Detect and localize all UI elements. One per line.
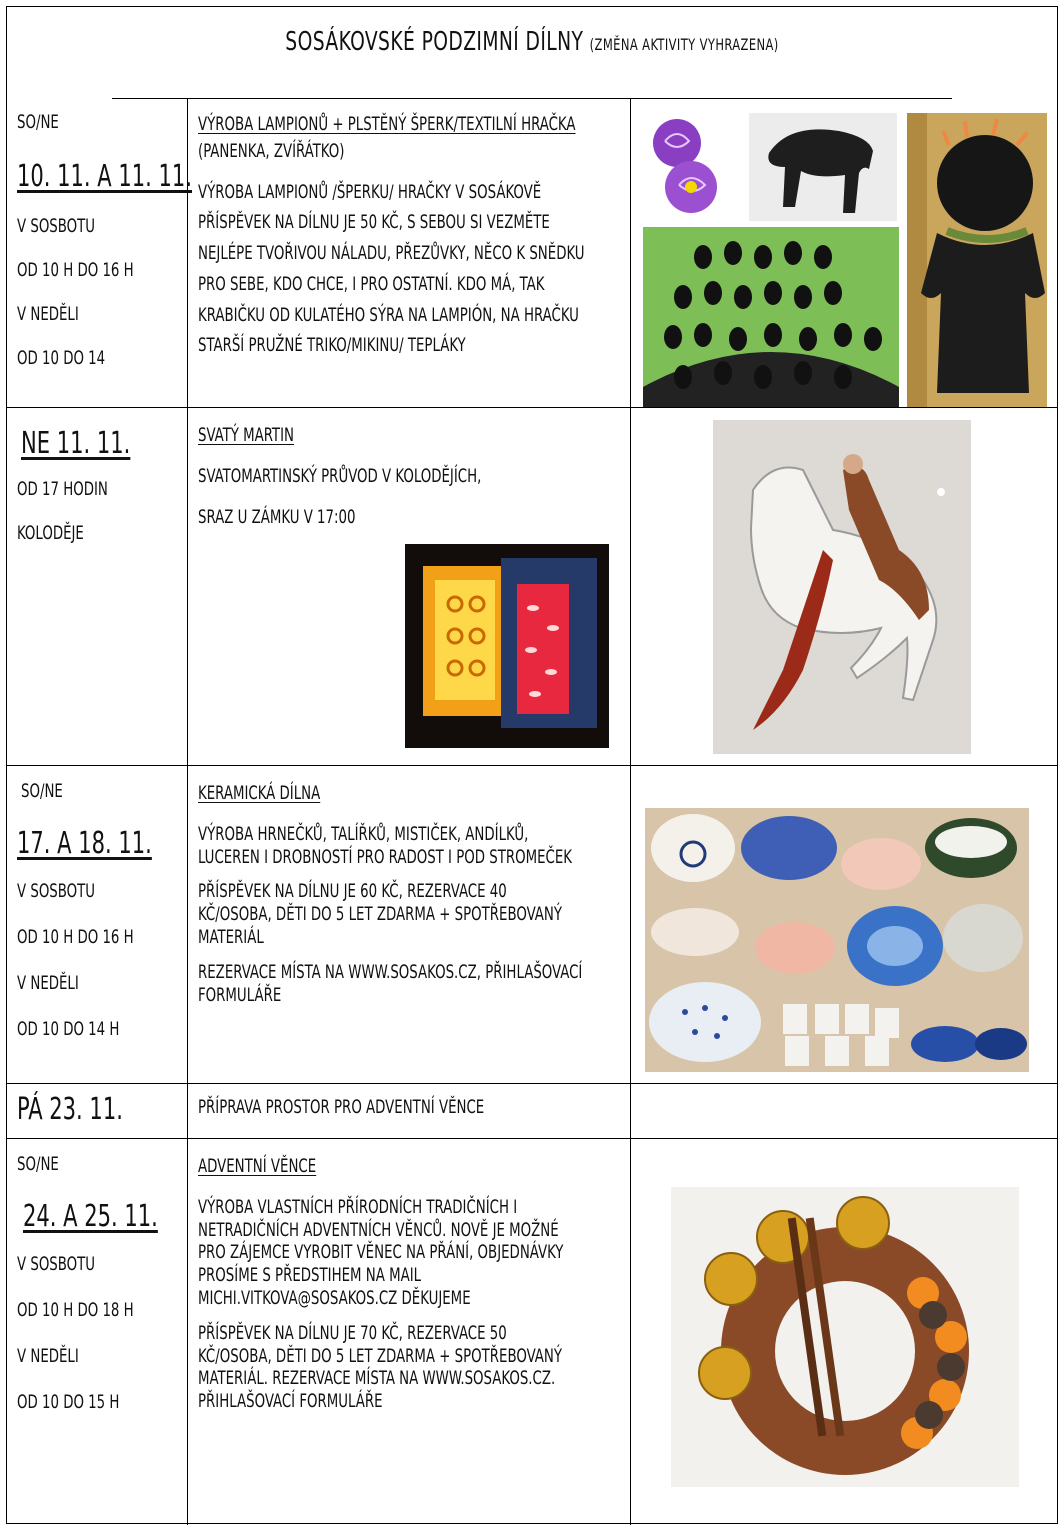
saturday-label: V SOSBOTU xyxy=(17,215,96,237)
date-cell xyxy=(7,99,193,407)
day-label: SO/NE xyxy=(17,111,59,133)
desc-line: STARŠÍ PRUŽNÉ TRIKO/MIKINU/ TEPLÁKY xyxy=(198,334,466,357)
image-cell xyxy=(631,1084,1057,1138)
saturday-hours: OD 10 H DO 16 H xyxy=(17,259,134,281)
desc-line: REZERVACE MÍSTA NA WWW.SOSAKOS.CZ, PŘIHLAŠOVACÍ xyxy=(198,960,583,983)
activity-heading: SVATÝ MARTIN xyxy=(198,424,294,446)
desc-line: MATERIÁL xyxy=(198,925,264,948)
saturday-label: V SOSBOTU xyxy=(17,1253,96,1275)
date-range: NE 11. 11. xyxy=(21,426,131,461)
schedule-row-lanterns xyxy=(7,99,1057,408)
event-place: KOLODĚJE xyxy=(17,522,84,544)
workshop-schedule xyxy=(6,6,1058,1524)
saturday-label: V SOSBOTU xyxy=(17,880,96,902)
description-text xyxy=(198,113,635,361)
desc-line: VÝROBA HRNEČKŮ, TALÍŘKŮ, MISTIČEK, ANDÍLKŮ, xyxy=(198,822,529,845)
desc-line: KČ/OSOBA, DĚTI DO 5 LET ZDARMA + SPOTŘEBOVANÝ xyxy=(198,903,562,926)
sunday-label: V NEDĚLI xyxy=(17,1345,79,1367)
schedule-row-preparation xyxy=(7,1084,1057,1139)
date-cell xyxy=(7,408,188,765)
contact-email: MICHI.VITKOVA@SOSAKOS.CZ DĚKUJEME xyxy=(198,1286,471,1309)
description-text xyxy=(198,424,635,532)
desc-line: KČ/OSOBA, DĚTI DO 5 LET ZDARMA + SPOTŘEBOVANÝ xyxy=(198,1344,562,1367)
schedule-row-saint-martin xyxy=(7,408,1057,766)
sunday-label: V NEDĚLI xyxy=(17,303,79,325)
activity-heading: ADVENTNÍ VĚNCE xyxy=(198,1155,317,1177)
desc-line: MATERIÁL. REZERVACE MÍSTA NA WWW.SOSAKOS.CZ. xyxy=(198,1367,556,1390)
schedule-row-ceramics xyxy=(7,766,1057,1084)
desc-line: SVATOMARTINSKÝ PRŮVOD V KOLODĚJÍCH, xyxy=(198,464,482,487)
saturday-hours: OD 10 H DO 16 H xyxy=(17,926,134,948)
desc-line: NEJLÉPE TVOŘIVOU NÁLADU, PŘEZŮVKY, NĚCO K SNĚDKU xyxy=(198,242,585,265)
desc-line: FORMULÁŘE xyxy=(198,983,282,1006)
desc-line: PŘÍSPĚVEK NA DÍLNU JE 50 KČ, S SEBOU SI VEZMĚTE xyxy=(198,211,550,234)
event-hours: OD 17 HODIN xyxy=(17,478,108,500)
desc-line: PŘIHLAŠOVACÍ FORMULÁŘE xyxy=(198,1390,383,1413)
description-cell xyxy=(188,408,631,765)
desc-line: VÝROBA LAMPIONŮ /ŠPERKU/ HRAČKY V SOSÁKOVĚ xyxy=(198,180,542,203)
felt-jewelry-photo xyxy=(643,111,735,219)
desc-line: LUCEREN I DROBNOSTÍ PRO RADOST I POD STROMEČEK xyxy=(198,845,573,868)
desc-line: NETRADIČNÍCH ADVENTNÍCH VĚNCŮ. NOVĚ JE MOŽNÉ xyxy=(198,1218,559,1241)
page-title xyxy=(112,7,952,99)
desc-line: KRABIČKU OD KULATÉHO SÝRA NA LAMPIÓN, NA HRAČKU xyxy=(198,303,579,326)
saturday-hours: OD 10 H DO 18 H xyxy=(17,1299,134,1321)
sunday-hours: OD 10 DO 15 H xyxy=(17,1391,120,1413)
day-label: SO/NE xyxy=(17,1153,59,1175)
felt-animal-photo xyxy=(749,113,897,221)
sunday-label: V NEDĚLI xyxy=(17,972,79,994)
schedule-row-advent-wreaths xyxy=(7,1139,1057,1525)
desc-line: PRO ZÁJEMCE VYROBIT VĚNEC NA PŘÁNÍ, OBJEDNÁVKY xyxy=(198,1241,564,1264)
desc-line: VÝROBA VLASTNÍCH PŘÍRODNÍCH TRADIČNÍCH I xyxy=(198,1195,518,1218)
image-cell xyxy=(631,766,1057,1083)
date-range: 24. A 25. 11. xyxy=(23,1199,158,1234)
date-cell xyxy=(7,1139,188,1525)
image-cell xyxy=(631,1139,1057,1525)
sunday-hours: OD 10 DO 14 xyxy=(17,347,106,369)
title-note: (ZMĚNA AKTIVITY VYHRAZENA) xyxy=(589,35,779,54)
date-range: 17. A 18. 11. xyxy=(17,826,152,861)
description-cell xyxy=(188,99,631,407)
desc-line: PŘÍSPĚVEK NA DÍLNU JE 60 KČ, REZERVACE 40 xyxy=(198,880,507,903)
lanterns-photo xyxy=(405,544,609,748)
felt-figures-photo xyxy=(643,227,899,407)
activity-subheading: (PANENKA, ZVÍŘÁTKO) xyxy=(198,139,345,162)
sunday-hours: OD 10 DO 14 H xyxy=(17,1018,120,1040)
desc-line: PROSÍME S PŘEDSTIHEM NA MAIL xyxy=(198,1264,422,1287)
textile-doll-photo xyxy=(907,113,1047,407)
date-cell xyxy=(7,766,188,1083)
saint-martin-painting xyxy=(713,420,971,754)
activity-heading: KERAMICKÁ DÍLNA xyxy=(198,782,321,804)
description-text: PŘÍPRAVA PROSTOR PRO ADVENTNÍ VĚNCE xyxy=(198,1096,485,1118)
desc-line: PRO SEBE, KDO CHCE, I PRO OSTATNÍ. KDO MÁ, TAK xyxy=(198,272,545,295)
description-cell xyxy=(188,1139,631,1525)
description-cell xyxy=(188,766,631,1083)
date-range: PÁ 23. 11. xyxy=(17,1092,123,1127)
ceramics-collage-photo xyxy=(645,808,1029,1072)
date-range: 10. 11. A 11. 11. xyxy=(17,159,193,194)
desc-line: SRAZ U ZÁMKU V 17:00 xyxy=(198,505,356,528)
desc-line: PŘÍSPĚVEK NA DÍLNU JE 70 KČ, REZERVACE 50 xyxy=(198,1321,507,1344)
description-text xyxy=(198,1155,635,1413)
advent-wreath-photo xyxy=(671,1187,1019,1487)
title-main: SOSÁKOVSKÉ PODZIMNÍ DÍLNY xyxy=(285,27,584,57)
image-cell xyxy=(631,408,1057,765)
description-cell xyxy=(188,1084,631,1138)
date-cell xyxy=(7,1084,188,1138)
description-text xyxy=(198,782,635,1006)
activity-heading: VÝROBA LAMPIONŮ + PLSTĚNÝ ŠPERK/TEXTILNÍ HRAČKA xyxy=(198,113,576,135)
image-cell xyxy=(631,99,1057,407)
day-label: SO/NE xyxy=(21,780,63,802)
